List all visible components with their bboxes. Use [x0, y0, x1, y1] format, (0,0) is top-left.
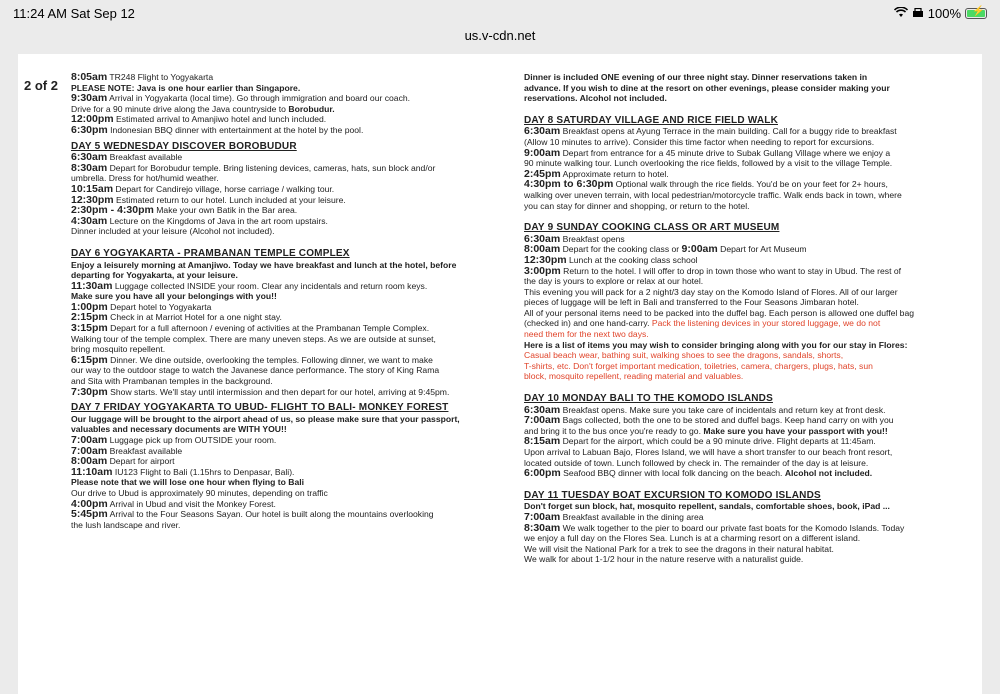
itinerary-line	[71, 344, 501, 355]
time-label: 8:30am	[71, 162, 108, 174]
lock-rotation-icon	[912, 7, 924, 21]
itinerary-line	[524, 458, 920, 469]
itinerary-line	[524, 266, 920, 277]
time-label: 3:00pm	[524, 265, 561, 277]
itinerary-line	[71, 270, 501, 281]
line-text: Depart for the airport, which could be a 90 minute drive. Flight departs at 11:45am.	[560, 436, 876, 447]
time-label: 9:30am	[71, 93, 108, 104]
bold-note: Don't forget sun block, hat, mosquito repellent, sandals, comfortable shoes, book, iPad ...	[524, 501, 890, 512]
line-text: Breakfast available	[107, 445, 183, 456]
line-text: Our drive to Ubud is approximately 90 minutes, depending on traffic	[71, 487, 328, 498]
line-text: Lecture on the Kingdoms of Java in the art room upstairs.	[107, 215, 328, 226]
itinerary-line	[71, 104, 501, 115]
itinerary-line	[71, 446, 501, 457]
itinerary-line	[71, 376, 501, 387]
line-text: Estimated return to our hotel. Lunch included at your leisure.	[113, 194, 346, 205]
line-text: All of your personal items need to be packed into the duffel bag. Each person is allowed one duffel bag	[524, 307, 915, 318]
line-text: Breakfast opens at Ayung Terrace in the main building. Call for a buggy ride to breakfast	[560, 126, 897, 137]
line-text: bring mosquito repellent.	[71, 344, 166, 355]
line-text: Indonesian BBQ dinner with entertainment at the hotel by the pool.	[107, 124, 364, 135]
itinerary-line	[71, 195, 501, 206]
itinerary-line	[524, 371, 920, 382]
highlight-text: Casual beach wear, bathing suit, walking shoes to see the dragons, sandals, shorts,	[524, 350, 844, 361]
time-label: 6:30am	[524, 233, 561, 245]
day-heading: DAY 5 WEDNESDAY DISCOVER BOROBUDUR	[71, 140, 297, 152]
itinerary-line	[524, 244, 920, 255]
itinerary-line	[524, 405, 920, 416]
itinerary-line	[524, 201, 920, 212]
line-text: located outside of town. Lunch followed by check in. The remainder of the day is at leisure.	[524, 457, 869, 468]
bold-note: reservations. Alcohol not included.	[524, 93, 667, 104]
line-text: Arrival in Yogyakarta (local time). Go through immigration and board our coach.	[107, 93, 411, 104]
itinerary-line	[524, 415, 920, 426]
itinerary-line	[71, 499, 501, 510]
line-text: Depart for Candirejo village, horse carriage / walking tour.	[113, 183, 335, 194]
bold-note: departing for Yogyakarta, at your leisure.	[71, 270, 238, 281]
itinerary-line	[524, 501, 920, 512]
itinerary-line	[71, 312, 501, 323]
highlight-text: need them for the next two days.	[524, 329, 649, 340]
line-text: Depart for airport	[107, 456, 175, 467]
itinerary-line	[524, 544, 920, 555]
line-text: Depart hotel to Yogyakarta	[107, 301, 212, 312]
itinerary-line	[71, 114, 501, 125]
line-text: Return to the hotel. I will offer to drop in town those who want to stay in Ubud. The rest of	[560, 265, 902, 276]
itinerary-line	[524, 169, 920, 180]
line-text: Estimated arrival to Amanjiwo hotel and lunch included.	[113, 114, 327, 125]
line-text: we enjoy a full day on the Flores Sea. Lunch is at a charming resort on a different island.	[524, 533, 861, 544]
address-bar[interactable]	[0, 26, 1000, 52]
line-text: Make your own Batik in the Bar area.	[153, 205, 298, 216]
time-label: 10:15am	[71, 183, 114, 195]
itinerary-line	[524, 361, 920, 372]
line-text: Optional walk through the rice fields. You'd be on your feet for 2+ hours,	[613, 179, 888, 190]
line-text: Breakfast opens	[560, 233, 625, 244]
time-label: 9:00am	[524, 147, 561, 159]
line-text: Drive for a 90 minute drive along the Java countryside to	[71, 103, 289, 114]
itinerary-line	[524, 350, 920, 361]
itinerary-line	[71, 435, 501, 446]
line-text: Seafood BBQ dinner with local folk dancing on the beach.	[560, 468, 785, 479]
time-label: 6:30pm	[71, 124, 108, 136]
time-label: 7:00am	[524, 511, 561, 523]
page-indicator: 2 of 2	[20, 76, 62, 95]
line-text: umbrella. Dress for hot/humid weather.	[71, 173, 219, 184]
line-text: and Sita with Prambanan temples in the background.	[71, 376, 273, 387]
itinerary-line	[524, 533, 920, 544]
time-label: 7:00am	[71, 435, 108, 446]
time-label: 8:15am	[524, 436, 561, 447]
line-text: Arrival in Ubud and visit the Monkey Forest.	[107, 498, 276, 509]
bold-note: Please note that we will lose one hour when flying to Bali	[71, 477, 305, 488]
itinerary-line	[524, 297, 920, 308]
day-heading: DAY 11 TUESDAY BOAT EXCURSION TO KOMODO ISLANDS	[524, 489, 821, 501]
line-text: Depart from entrance for a 45 minute drive to Subak Gullang Village where we enjoy a	[560, 147, 891, 158]
itinerary-line	[524, 83, 920, 94]
line-text: (checked in) and one hand-carry.	[524, 318, 652, 329]
itinerary-line	[71, 334, 501, 345]
itinerary-line	[71, 302, 501, 313]
itinerary-line	[71, 355, 501, 366]
line-text: Lunch at the cooking class school	[566, 254, 698, 265]
line-text: Show starts. We'll stay until intermission and then depart for our hotel, arriving at 9:45pm.	[107, 386, 450, 397]
line-text: you can stay for dinner and shopping, or return to the hotel.	[524, 200, 750, 211]
time-label: 12:30pm	[524, 254, 567, 266]
time-label: 2:15pm	[71, 312, 108, 324]
line-text: Approximate return to hotel.	[560, 168, 669, 179]
spacer	[71, 237, 501, 243]
itinerary-line	[71, 323, 501, 334]
bold-note: Borobudur.	[288, 103, 335, 114]
line-text: (Allow 10 minutes to arrive). Consider this time factor when needing to report for excursions.	[524, 136, 875, 147]
time-label: 6:15pm	[71, 354, 108, 366]
line-text: Arrival to the Four Seasons Sayan. Our hotel is built along the mountains overlooking	[107, 509, 434, 520]
itinerary-line	[71, 260, 501, 271]
battery-percent: 100%	[927, 6, 961, 21]
itinerary-line	[524, 436, 920, 447]
line-text: Dinner included at your leisure (Alcohol not included).	[71, 226, 275, 237]
time-label: 8:05am	[71, 72, 108, 83]
itinerary-line	[71, 152, 501, 163]
itinerary-line	[524, 318, 920, 329]
itinerary-line	[71, 414, 501, 425]
itinerary-line	[71, 216, 501, 227]
bold-note: Our luggage will be brought to the airport ahead of us, so please make sure that your passport,	[71, 413, 460, 424]
itinerary-line	[524, 234, 920, 245]
bold-note: Make sure you have your passport with you!!	[703, 425, 888, 436]
url-text[interactable]: us.v-cdn.net	[464, 28, 536, 43]
itinerary-line	[71, 365, 501, 376]
itinerary-line	[524, 158, 920, 169]
line-text: walking over uneven terrain, with local pedestrian/motorcycle traffic. Walk ends back in town, where	[524, 189, 902, 200]
time-label: 7:00am	[524, 415, 561, 426]
itinerary-line	[524, 137, 920, 148]
itinerary-line	[71, 125, 501, 136]
line-text: our way to the outdoor stage to watch the Javanese dance performance. The story of King Rama	[71, 365, 440, 376]
spacer	[524, 211, 920, 217]
battery-icon	[965, 8, 987, 19]
itinerary-line	[524, 554, 920, 565]
itinerary-line	[71, 387, 501, 398]
status-indicators	[894, 6, 987, 21]
time-label: 1:00pm	[71, 301, 108, 313]
itinerary-line	[71, 93, 501, 104]
line-text: Walking tour of the temple complex. There are many uneven steps. As we are outside at sunset,	[71, 333, 436, 344]
itinerary-line	[71, 173, 501, 184]
time-label: 11:10am	[71, 466, 113, 478]
time-label: 3:15pm	[71, 323, 108, 334]
line-text: Depart for Art Museum	[717, 244, 807, 255]
highlight-text: block, mosquito repellent, reading material and valuables.	[524, 371, 744, 382]
bold-note: Dinner is included ONE evening of our three night stay. Dinner reservations taken in	[524, 72, 868, 82]
bold-note: valuables and necessary documents are WITH YOU!!	[71, 424, 287, 435]
itinerary-line	[71, 226, 501, 237]
line-text: the lush landscape and river.	[71, 519, 181, 530]
itinerary-line	[524, 126, 920, 137]
line-text: Depart for the cooking class or	[560, 244, 682, 255]
itinerary-line	[524, 148, 920, 159]
itinerary-line	[71, 488, 501, 499]
itinerary-line	[71, 281, 501, 292]
bold-note: Alcohol not included.	[784, 468, 873, 479]
itinerary-left-column	[71, 72, 501, 530]
itinerary-line	[71, 291, 501, 302]
line-text: 90 minute walking tour. Lunch overlooking the rice fields, followed by a visit to the village Temple.	[524, 158, 893, 169]
itinerary-line	[71, 520, 501, 531]
itinerary-line	[71, 72, 501, 83]
time-label: 4:00pm	[71, 498, 108, 510]
line-text: We will visit the National Park for a trek to see the dragons in their natural habitat.	[524, 543, 834, 554]
itinerary-line	[524, 329, 920, 340]
highlight-text: T-shirts, etc. Don't forget important medication, toiletries, camera, chargers, plugs, hats, sun	[524, 360, 873, 371]
highlight-text: Pack the listening devices in your stored luggage, we do not	[651, 318, 881, 329]
status-bar	[0, 0, 1000, 26]
time-label: 6:30am	[524, 404, 561, 416]
day-heading: DAY 8 SATURDAY VILLAGE AND RICE FIELD WALK	[524, 114, 778, 126]
line-text: Breakfast available	[107, 152, 183, 163]
time-label: 6:30am	[71, 152, 108, 163]
day-heading: DAY 7 FRIDAY YOGYAKARTA TO UBUD- FLIGHT TO BALI- MONKEY FOREST	[71, 402, 449, 414]
itinerary-line	[524, 179, 920, 190]
time-label: 8:30am	[524, 522, 561, 534]
itinerary-line	[524, 468, 920, 479]
bold-note: Enjoy a leisurely morning at Amanjiwo. Today we have breakfast and lunch at the hotel, before	[71, 259, 457, 270]
time-label: 11:30am	[71, 280, 113, 292]
time-label: 8:00am	[71, 456, 108, 467]
time-label: 8:00am	[524, 244, 561, 255]
line-text: pieces of luggage will be left in Bali and transferred to the Four Seasons Jimbaran hotel.	[524, 297, 859, 308]
line-text: Dinner. We dine outside, overlooking the temples. Following dinner, we want to make	[107, 354, 433, 365]
line-text: Breakfast available in the dining area	[560, 511, 704, 522]
time-label: 6:30am	[524, 126, 561, 137]
line-text: We walk for about 1-1/2 hour in the nature reserve with a naturalist guide.	[524, 554, 804, 565]
itinerary-line	[71, 184, 501, 195]
spacer	[524, 382, 920, 388]
itinerary-line	[524, 426, 920, 437]
itinerary-line	[71, 205, 501, 216]
line-text: Bags collected, both the one to be stored and duffel bags. Keep hand carry on with you	[560, 415, 894, 426]
line-text: Depart for a full afternoon / evening of activities at the Prambanan Temple Complex.	[107, 323, 430, 334]
time-label: 2:30pm - 4:30pm	[71, 205, 154, 216]
itinerary-line	[524, 72, 920, 83]
itinerary-line	[71, 477, 501, 488]
itinerary-line	[71, 509, 501, 520]
itinerary-line	[524, 255, 920, 266]
day-heading: DAY 10 MONDAY BALI TO THE KOMODO ISLANDS	[524, 393, 773, 405]
line-text: TR248 Flight to Yogyakarta	[107, 72, 214, 82]
bold-note: advance. If you wish to dine at the resort on other evenings, please consider making your	[524, 82, 890, 93]
charging-bolt-icon: ⚡	[972, 6, 985, 17]
wifi-icon	[894, 7, 908, 21]
itinerary-line	[524, 93, 920, 104]
itinerary-line	[524, 287, 920, 298]
line-text: Breakfast opens. Make sure you take care of incidentals and return key at front desk.	[560, 404, 886, 415]
time-label: 7:00am	[71, 445, 108, 457]
itinerary-line	[524, 190, 920, 201]
line-text: Check in at Marriot Hotel for a one night stay.	[107, 312, 282, 323]
line-text: This evening you will pack for a 2 night/3 day stay on the Komodo Island of Flores. All of our larger	[524, 286, 898, 297]
itinerary-line	[71, 424, 501, 435]
time-label: 12:30pm	[71, 194, 114, 206]
itinerary-line	[524, 308, 920, 319]
bold-note: PLEASE NOTE: Java is one hour earlier than Singapore.	[71, 82, 301, 93]
itinerary-line	[524, 447, 920, 458]
time-label: 12:00pm	[71, 114, 114, 125]
day-heading: DAY 6 YOGYAKARTA - PRAMBANAN TEMPLE COMPLEX	[71, 247, 350, 259]
line-text: Depart for Borobudur temple. Bring listening devices, cameras, hats, sun block and/or	[107, 162, 436, 173]
bold-note: Make sure you have all your belongings with you!!	[71, 291, 277, 302]
itinerary-line	[71, 456, 501, 467]
line-text: Luggage pick up from OUTSIDE your room.	[107, 435, 277, 445]
itinerary-line	[71, 467, 501, 478]
time-label: 6:00pm	[524, 468, 561, 479]
line-text: and bring it to the bus once you're ready to go.	[524, 425, 704, 436]
itinerary-line	[524, 523, 920, 534]
itinerary-line	[71, 83, 501, 94]
itinerary-line	[524, 512, 920, 523]
bold-note: Here is a list of items you may wish to consider bringing along with you for our stay in Flores:	[524, 339, 908, 350]
line-text: Luggage collected INSIDE your room. Clear any incidentals and return room keys.	[112, 280, 428, 291]
time-label: 5:45pm	[71, 509, 108, 520]
itinerary-line	[524, 340, 920, 351]
spacer	[524, 479, 920, 485]
status-time-date: 11:24 AM Sat Sep 12	[13, 6, 135, 21]
spacer	[524, 104, 920, 110]
itinerary-line	[71, 163, 501, 174]
line-text: Upon arrival to Labuan Bajo, Flores Island, we will have a short transfer to our beach front resort,	[524, 447, 893, 457]
time-label: 9:00am	[681, 244, 718, 255]
time-label: 4:30am	[71, 215, 108, 227]
time-label: 4:30pm to 6:30pm	[524, 179, 614, 190]
time-label: 7:30pm	[71, 386, 108, 398]
itinerary-line	[524, 276, 920, 287]
time-label: 2:45pm	[524, 168, 561, 180]
line-text: the day is yours to explore or relax at our hotel.	[524, 276, 704, 287]
day-heading: DAY 9 SUNDAY COOKING CLASS OR ART MUSEUM	[524, 222, 780, 234]
line-text: We walk together to the pier to board our private fast boats for the Komodo Islands. Today	[560, 522, 905, 533]
line-text: IU123 Flight to Bali (1.15hrs to Denpasar, Bali).	[112, 466, 295, 477]
itinerary-right-column	[524, 72, 920, 565]
